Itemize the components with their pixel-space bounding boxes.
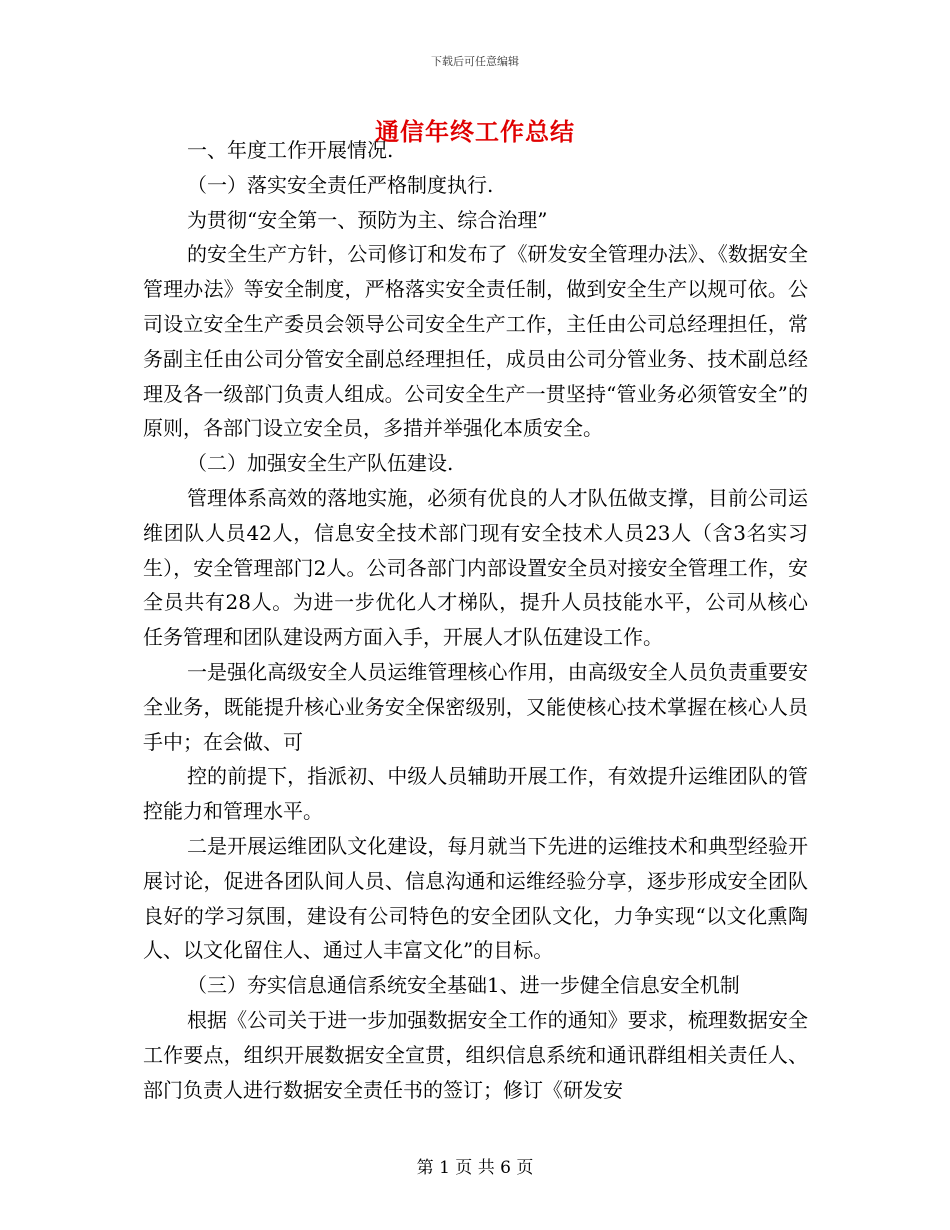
subsection-heading: （三）夯实信息通信系统安全基础1、进一步健全信息安全机制 (187, 973, 740, 998)
document-body (143, 133, 808, 1107)
subsection-heading: （一）落实安全责任严格制度执行. (187, 172, 494, 197)
paragraph: 管理体系高效的落地实施，必须有优良的人才队伍做支撑，目前公司运维团队人员42人，信息安全技术部门现有安全技术人员23人（含3名实习生），安全管理部门2人。公司各部门内部设置安全员对接安全管理工作，安全员共有28人。为进一步优化人才梯队，提升人员技能水平，公司从核心任务管理和团队建设两方面入手，开展人才队伍建设工作。 (143, 485, 808, 650)
paragraph: 一是强化高级安全人员运维管理核心作用，由高级安全人员负责重要安全业务，既能提升核心业务安全保密级别，又能使核心技术掌握在核心人员手中；在会做、可 (143, 659, 808, 754)
paragraph: 的安全生产方针，公司修订和发布了《研发安全管理办法》、《数据安全管理办法》等安全制度，严格落实安全责任制，做到安全生产以规可依。公司设立安全生产委员会领导公司安全生产工作，主任由公司总经理担任，常务副主任由公司分管安全副总经理担任，成员由公司分管业务、技术副总经理及各一级部门负责人组成。公司安全生产一贯坚持“管业务必须管安全”的原则，各部门设立安全员，多措并举强化本质安全。 (143, 242, 808, 441)
page-header: 下载后可任意编辑 (431, 55, 519, 68)
paragraph: 控的前提下，指派初、中级人员辅助开展工作，有效提升运维团队的管控能力和管理水平。 (143, 764, 808, 824)
document-title: 通信年终工作总结 (375, 117, 575, 146)
section-heading: 一、年度工作开展情况. (187, 138, 394, 162)
paragraph: 二是开展运维团队文化建设，每月就当下先进的运维技术和典型经验开展讨论，促进各团队间人员、信息沟通和运维经验分享，逐步形成安全团队良好的学习氛围，建设有公司特色的安全团队文化，力争实现“以文化熏陶人、以文化留住人、通过人丰富文化”的目标。 (143, 833, 808, 963)
paragraph: 为贯彻“安全第一、预防为主、综合治理” (187, 207, 548, 232)
paragraph: 根据《公司关于进一步加强数据安全工作的通知》要求，梳理数据安全工作要点，组织开展数据安全宣贯，组织信息系统和通讯群组相关责任人、部门负责人进行数据安全责任书的签订；修订《研发安 (143, 1007, 808, 1102)
subsection-heading: （二）加强安全生产队伍建设. (187, 451, 454, 476)
page-footer: 第 1 页 共 6 页 (416, 1158, 534, 1178)
